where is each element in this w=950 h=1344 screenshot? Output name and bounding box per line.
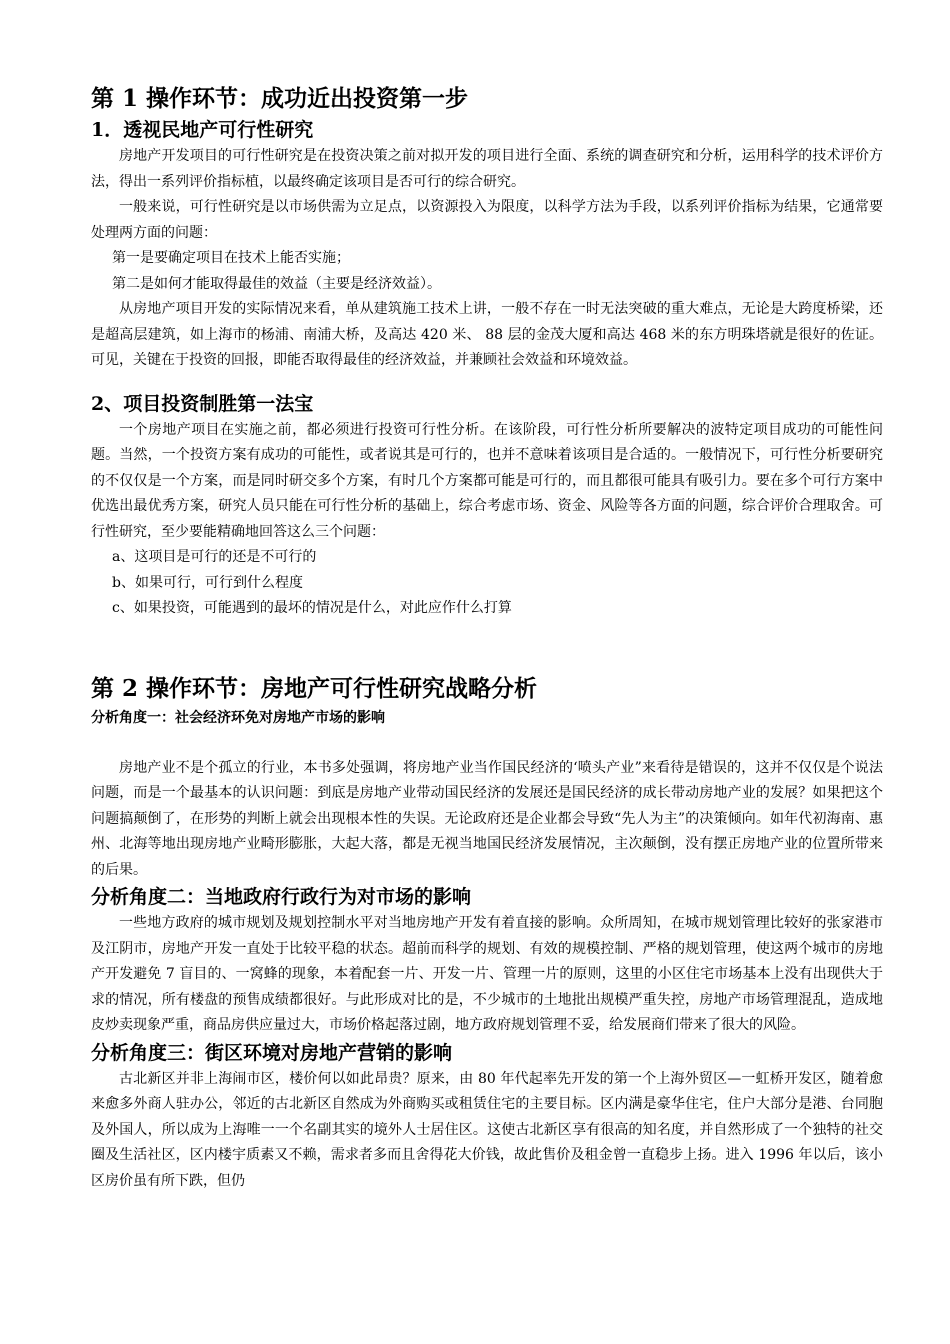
paragraph: 从房地产项目开发的实际情况来看，单从建筑施工技术上讲，一般不存在一时无法突破的重大难点，无论是大跨度桥梁，还是超高层建筑，如上海市的杨浦、南浦大桥，及高达 420 米、 88 层的金茂大厦和高达 468 米的东方明珠塔就是很好的佐证。可见，关键在于投资的回报，即能否取得最佳的经济效益，并兼顾社会效益和环境效益。: [91, 301, 883, 368]
paragraph: 一个房地产项目在实施之前，都必须进行投资可行性分析。在该阶段，可行性分析所要解决的波特定项目成功的可能性问题。当然，一个投资方案有成功的可能性，或者说其是可行的，也并不意味着该项目是合适的。一般情况下，可行性分析要研究的不仅仅是一个方案，而是同时研交多个方案，有时几个方案都可能是可行的，而且都很可能具有吸引力。要在多个可行方案中优选出最优秀方案，研究人员只能在可行性分析的基础上，综合考虑市场、资金、风险等各方面的问题，综合评价合理取舍。可行性研究，至少要能精确地回答这么三个问题：: [91, 421, 883, 540]
angle2-heading: 分析角度二：当地政府行政行为对市场的影响: [91, 886, 472, 908]
list-item: c、如果投资，可能遇到的最坏的情况是什么，对此应作什么打算: [112, 600, 512, 616]
section1-sub2-heading: 2、项目投资制胜第一法宝: [91, 392, 314, 415]
angle1-heading: 分析角度一：社会经济环免对房地产市场的影响: [91, 709, 385, 726]
list-item: 第一是要确定项目在技术上能否实施；: [112, 250, 350, 266]
list-item: 第二是如何才能取得最佳的效益（主要是经济效益）。: [112, 275, 441, 292]
section1-title: 第 1 操作环节：成功近出投资第一步: [91, 85, 469, 112]
paragraph: 房地产业不是个孤立的行业，本书多处强调，将房地产业当作国民经济的‘喷头产业”来看待是错误的，这并不仅仅是个说法问题，而是一个最基本的认识问题：到底是房地产业带动国民经济的发展还是国民经济的成长带动房地产业的发展？如果把这个问题搞颠倒了，在形势的判断上就会出现根本性的失误。无论政府还是企业都会导致“先人为主”的决策倾向。如年代初海南、惠州、北海等地出现房地产业畸形膨胀，大起大落，都是无视当地国民经济发展情况，主次颠倒，没有摆正房地产业的位置所带来的后果。: [91, 759, 883, 878]
paragraph: 一般来说，可行性研究是以市场供需为立足点，以资源投入为限度，以科学方法为手段，以系列评价指标为结果，它通常要处理两方面的问题：: [91, 199, 883, 241]
document-page: [91, 82, 883, 1194]
angle3-heading: 分析角度三：街区环境对房地产营销的影响: [91, 1041, 453, 1064]
section1-sub1-heading: 1．透视民地产可行性研究: [91, 119, 314, 141]
paragraph: 房地产开发项目的可行性研究是在投资决策之前对拟开发的项目进行全面、系统的调查研究和分析，运用科学的技术评价方法，得出一系列评价指标植，以最终确定该项目是否可行的综合研究。: [91, 148, 883, 190]
paragraph: 一些地方政府的城市规划及规划控制水平对当地房地产开发有着直接的影响。众所周知，在城市规划管理比较好的张家港市及江阴市，房地产开发一直处于比较平稳的状态。超前而科学的规划、有效的规模控制、严格的规划管理，使这两个城市的房地产开发避免 7 盲目的、一窝蜂的现象，本着配套一片、开发一片、管理一片的原则，这里的小区住宅市场基本上没有出现供大于求的情况，所有楼盘的预售成绩都很好。与此形成对比的是，不少城市的土地批出规模严重失控，房地产市场管理混乱，造成地皮炒卖现象严重，商品房供应量过大，市场价格起落过剧，地方政府规划管理不妥，给发展商们带来了很大的风险。: [91, 915, 883, 1033]
paragraph: 古北新区并非上海闹市区，楼价何以如此昂贵？原来，由 80 年代起率先开发的第一个上海外贸区—一虹桥开发区，随着愈来愈多外商人驻办公，邻近的古北新区自然成为外商购买或租赁住宅的主要目标。区内满是豪华住宅，住户大部分是港、台同胞及外国人，所以成为上海唯一一个名副其实的境外人士居住区。这使古北新区享有很高的知名度，并自然形成了一个独特的社交圈及生活社区，区内楼宇质素又不赖，需求者多而且舍得花大价钱，故此售价及租金曾一直稳步上扬。进入 1996 年以后，该小区房价虽有所下跌，但仍: [91, 1070, 883, 1189]
list-item: a、这项目是可行的还是不可行的: [112, 549, 317, 565]
list-item: b、如果可行，可行到什么程度: [112, 574, 303, 591]
section2-title: 第 2 操作环节：房地产可行性研究战略分析: [91, 674, 538, 702]
